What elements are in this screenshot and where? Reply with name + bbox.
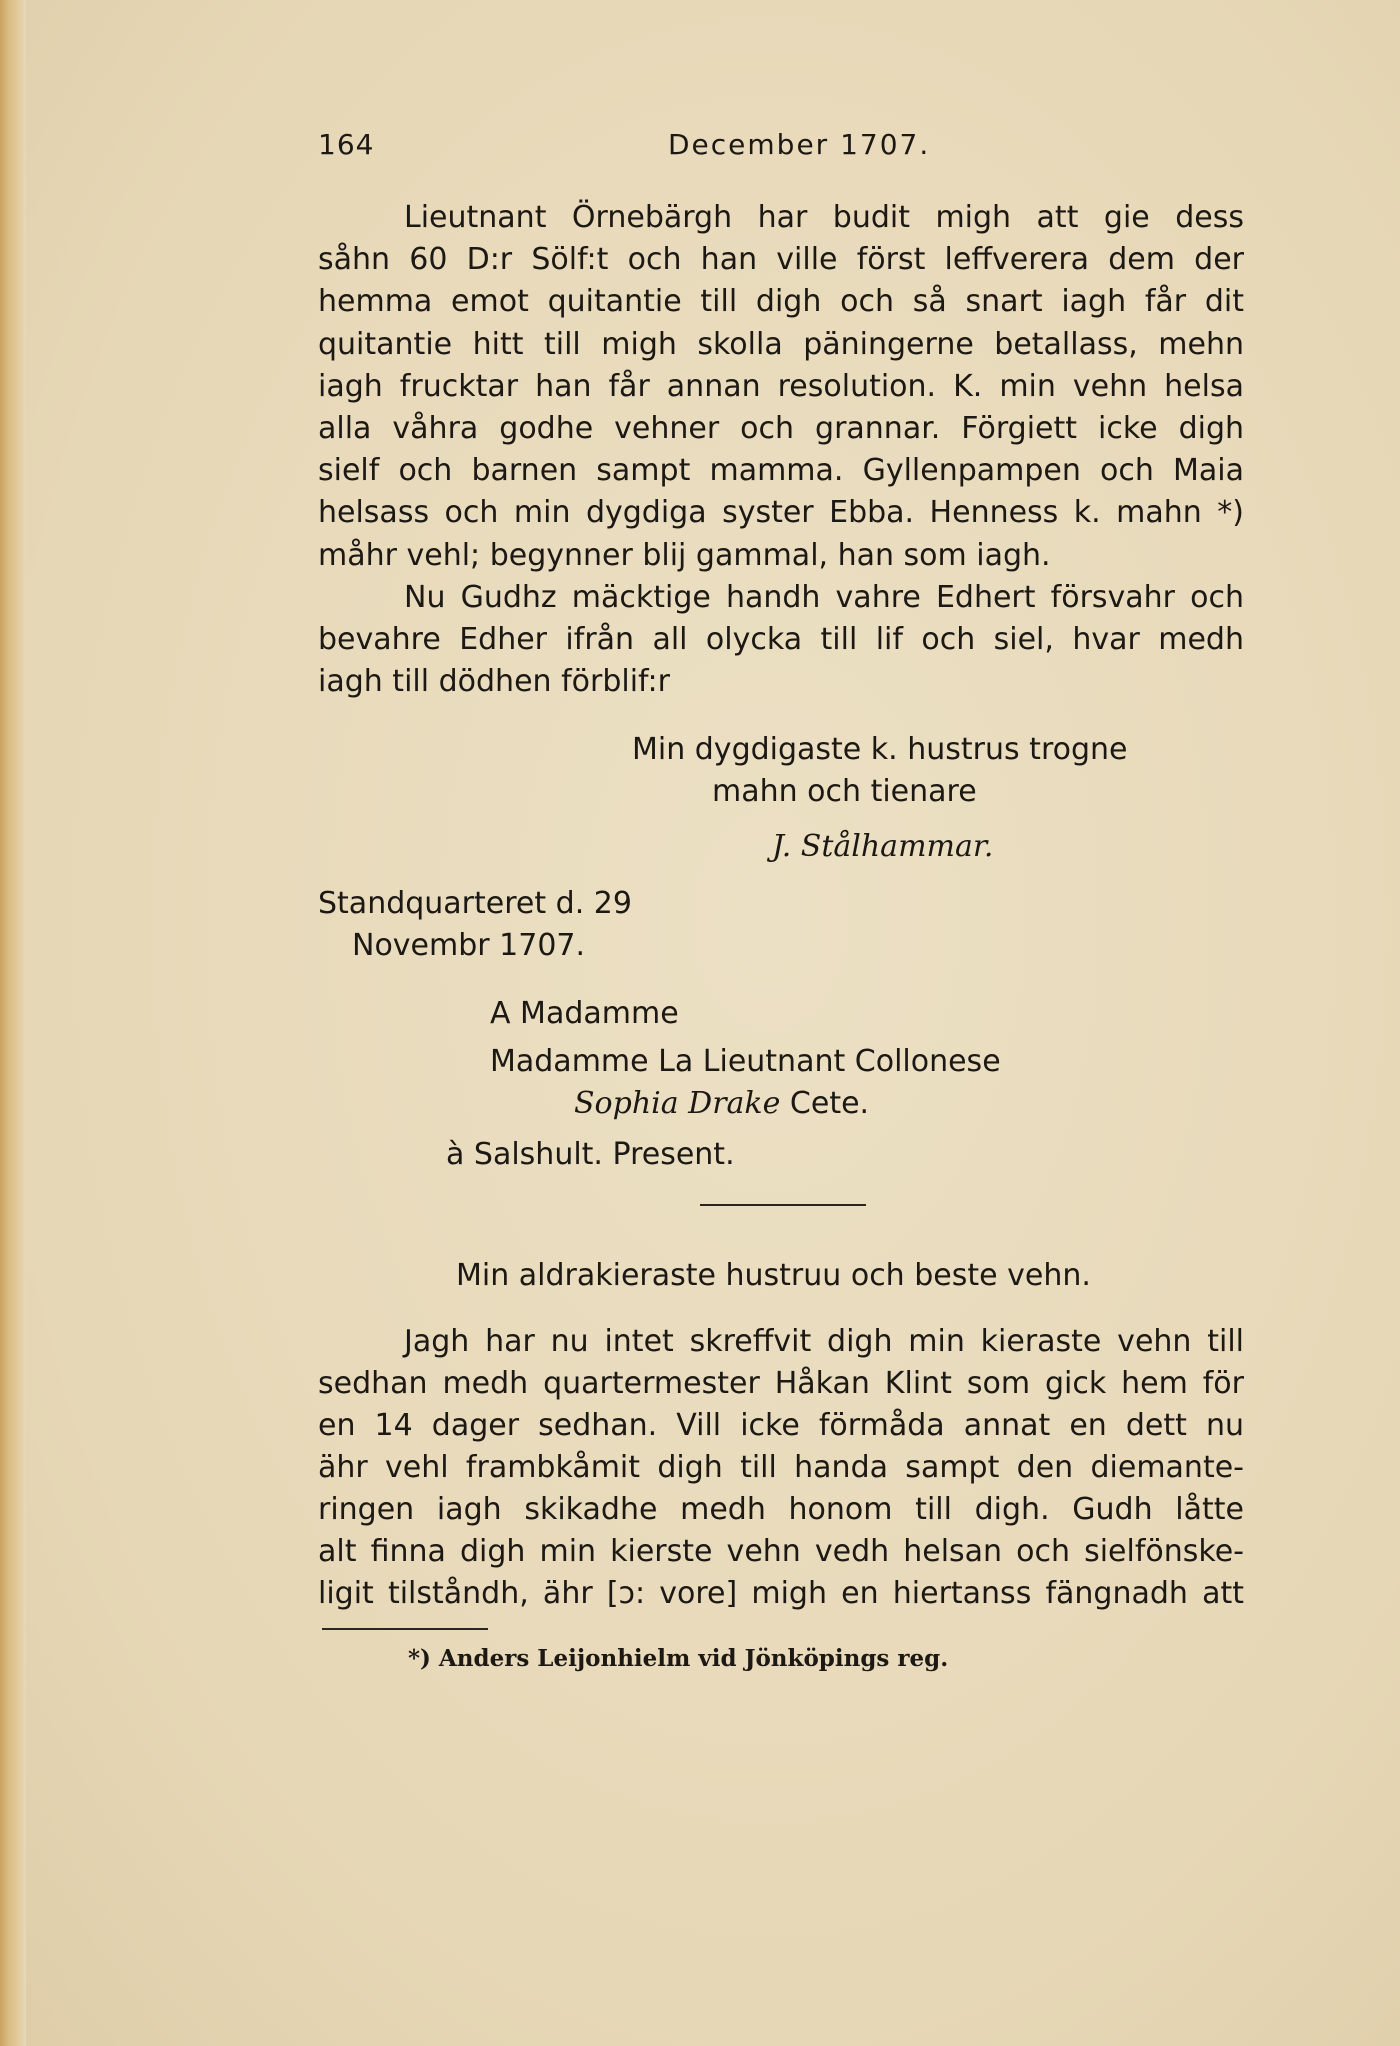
text-line: ringen iagh skikadhe medh honom till digh. Gudh låtte — [318, 1492, 1244, 1527]
text-line: sedhan medh quartermester Håkan Klint som gick hem för — [318, 1366, 1244, 1401]
closing-line: mahn och tienare — [712, 774, 977, 809]
text-line: helsass och min dygdiga syster Ebba. Henness k. mahn *) — [318, 495, 1244, 530]
running-header — [318, 128, 938, 172]
text-line: alla våhra godhe vehner och grannar. Förgiett icke digh — [318, 411, 1244, 446]
salutation: Min aldrakieraste hustruu och beste vehn. — [456, 1258, 1091, 1293]
text-line: sielf och barnen sampt mamma. Gyllenpampen och Maia — [318, 453, 1244, 488]
signature: J. Stålhammar. — [772, 829, 994, 864]
text-line: Lieutnant Örnebärgh har budit migh att gie dess — [404, 200, 1244, 235]
closing-line: Min dygdigaste k. hustrus trogne — [632, 732, 1128, 767]
footnote: *) Anders Leijonhielm vid Jönköpings reg. — [408, 1645, 949, 1672]
running-title: December 1707. — [668, 128, 931, 161]
text-line: alt finna digh min kierste vehn vedh helsan och sielfönske- — [318, 1534, 1244, 1569]
text-line: måhr vehl; begynner blij gammal, han som iagh. — [318, 538, 1051, 573]
text-line: quitantie hitt till migh skolla päningerne betallass, mehn — [318, 327, 1244, 362]
text-line: iagh till dödhen förblif:r — [318, 664, 670, 699]
address-line: Madamme La Lieutnant Collonese — [490, 1044, 1001, 1079]
section-divider — [700, 1204, 866, 1206]
text-line: ähr vehl frambkåmit digh till handa sampt den diemante- — [318, 1450, 1244, 1485]
address-line: A Madamme — [490, 996, 679, 1031]
page-binding-edge — [0, 0, 26, 2046]
place-date-line: Novembr 1707. — [352, 928, 586, 963]
footnote-rule — [322, 1628, 488, 1630]
address-line: Sophia Drake Cete. — [574, 1086, 870, 1121]
text-line: Nu Gudhz mäcktige handh vahre Edhert försvahr och — [404, 580, 1244, 615]
text-line: bevahre Edher ifrån all olycka till lif och siel, hvar medh — [318, 622, 1244, 657]
text-line: ligit tilståndh, ähr [ɔ: vore] migh en hiertanss fängnadh att — [318, 1576, 1244, 1611]
addressee-name: Sophia Drake — [574, 1086, 781, 1121]
text-line: hemma emot quitantie till digh och så snart iagh får dit — [318, 284, 1244, 319]
text-line: Jagh har nu intet skreffvit digh min kieraste vehn till — [404, 1324, 1244, 1359]
text-line: en 14 dager sedhan. Vill icke förmåda annat en dett nu — [318, 1408, 1244, 1443]
text-line: såhn 60 D:r Sölf:t och han ville först leffverera dem der — [318, 242, 1244, 277]
page-number: 164 — [318, 128, 375, 161]
text-line: iagh frucktar han får annan resolution. K. min vehn helsa — [318, 369, 1244, 404]
address-line: à Salshult. Present. — [446, 1137, 735, 1172]
place-date-line: Standquarteret d. 29 — [318, 886, 632, 921]
